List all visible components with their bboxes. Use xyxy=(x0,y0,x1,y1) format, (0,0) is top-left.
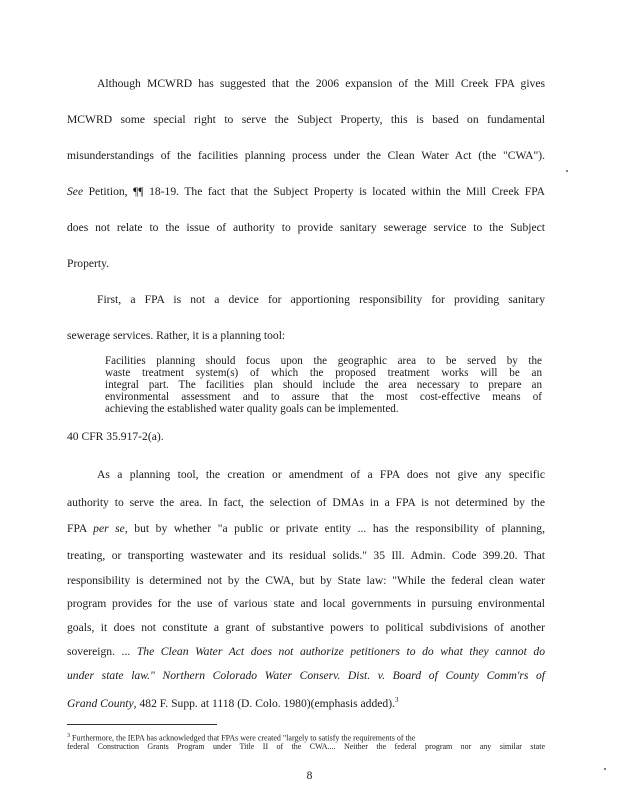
paragraph-3-line-3-a: FPA xyxy=(67,522,94,535)
case-county: Grand County xyxy=(67,696,134,710)
paragraph-3-line-6: program provides for the use of various state and local governments in pursuing environmental xyxy=(67,597,545,610)
case-citation: under state law." Northern Colorado Water Conserv. Dist. v. Board of County Comm'rs of xyxy=(67,669,545,682)
case-reporter: , 482 F. Supp. at 1118 (D. Colo. 1980)(emphasis added). xyxy=(133,696,395,710)
paragraph-3-line-3-b: , but by whether "a public or private entity ... has the responsibility of planning, xyxy=(124,522,546,535)
emphasized-holding: The Clean Water Act does not authorize petitioners to do what they cannot do xyxy=(136,645,545,658)
paragraph-3-line-2: authority to serve the area. In fact, the selection of DMAs in a FPA is not determined by the xyxy=(67,496,545,509)
paragraph-1-line-1: Although MCWRD has suggested that the 2006 expansion of the Mill Creek FPA gives xyxy=(97,77,545,90)
paragraph-1-line-5: does not relate to the issue of authority to provide sanitary sewerage service to the Subject xyxy=(67,221,545,234)
block-quote-line-5: achieving the established water quality goals can be implemented. xyxy=(105,403,399,415)
paragraph-3-line-3 xyxy=(67,522,545,536)
paragraph-3-line-8-a: sovereign. ... xyxy=(67,645,137,658)
page-number: 8 xyxy=(306,770,313,782)
paragraph-1-line-3: misunderstandings of the facilities planning process under the Clean Water Act (the "CWA"). xyxy=(67,149,545,162)
paragraph-3-line-7: goals, it does not constitute a grant of substantive powers to political subdivisions of another xyxy=(67,621,545,634)
paragraph-3-line-1: As a planning tool, the creation or amendment of a FPA does not give any specific xyxy=(97,468,545,481)
paragraph-3-line-5: responsibility is determined not by the CWA, but by State law: "While the federal clean water xyxy=(67,574,545,587)
paragraph-1-line-6: Property. xyxy=(67,257,110,270)
paragraph-1-line-4 xyxy=(67,185,545,199)
scan-speck xyxy=(604,768,606,770)
footnote-line-1-text: Furthermore, the IEPA has acknowledged that FPAs were created "largely to satisfy the requirements of the xyxy=(72,733,416,743)
block-quote-line-1: Facilities planning should focus upon the geographic area to be served by the xyxy=(105,355,542,367)
latin-phrase: per se xyxy=(93,522,125,535)
paragraph-1-line-2: MCWRD some special right to serve the Subject Property, this is based on fundamental xyxy=(67,113,545,126)
block-quote-line-3: integral part. The facilities plan should include the area necessary to prepare an xyxy=(105,379,542,391)
footnote-divider xyxy=(67,724,217,725)
paragraph-3-line-4: treating, or transporting wastewater and its residual solids." 35 Ill. Admin. Code 399.20. That xyxy=(67,549,545,562)
citation-signal: See xyxy=(67,185,84,198)
paragraph-1-line-4-text: Petition, ¶¶ 18-19. The fact that the Subject Property is located within the Mill Creek FPA xyxy=(83,185,545,198)
quote-citation: 40 CFR 35.917-2(a). xyxy=(67,430,164,443)
block-quote-line-4: environmental assessment and to assure that the most cost-effective means of xyxy=(105,391,542,403)
paragraph-3-line-8 xyxy=(67,645,545,659)
block-quote-line-2: waste treatment system(s) of which the proposed treatment works will be an xyxy=(105,367,542,379)
paragraph-3-line-9 xyxy=(67,669,545,683)
paragraph-2-line-2: sewerage services. Rather, it is a planning tool: xyxy=(67,329,286,342)
footnote-line-2: federal Construction Grants Program under Title II of the CWA.... Neither the federal program nor any similar state xyxy=(67,742,545,751)
paragraph-2-line-1: First, a FPA is not a device for apportioning responsibility for providing sanitary xyxy=(97,293,545,306)
footnote-reference: 3 xyxy=(394,696,399,704)
paragraph-3-line-10 xyxy=(67,693,545,711)
footnote-marker: 3 xyxy=(67,733,70,739)
scan-speck xyxy=(566,170,568,172)
